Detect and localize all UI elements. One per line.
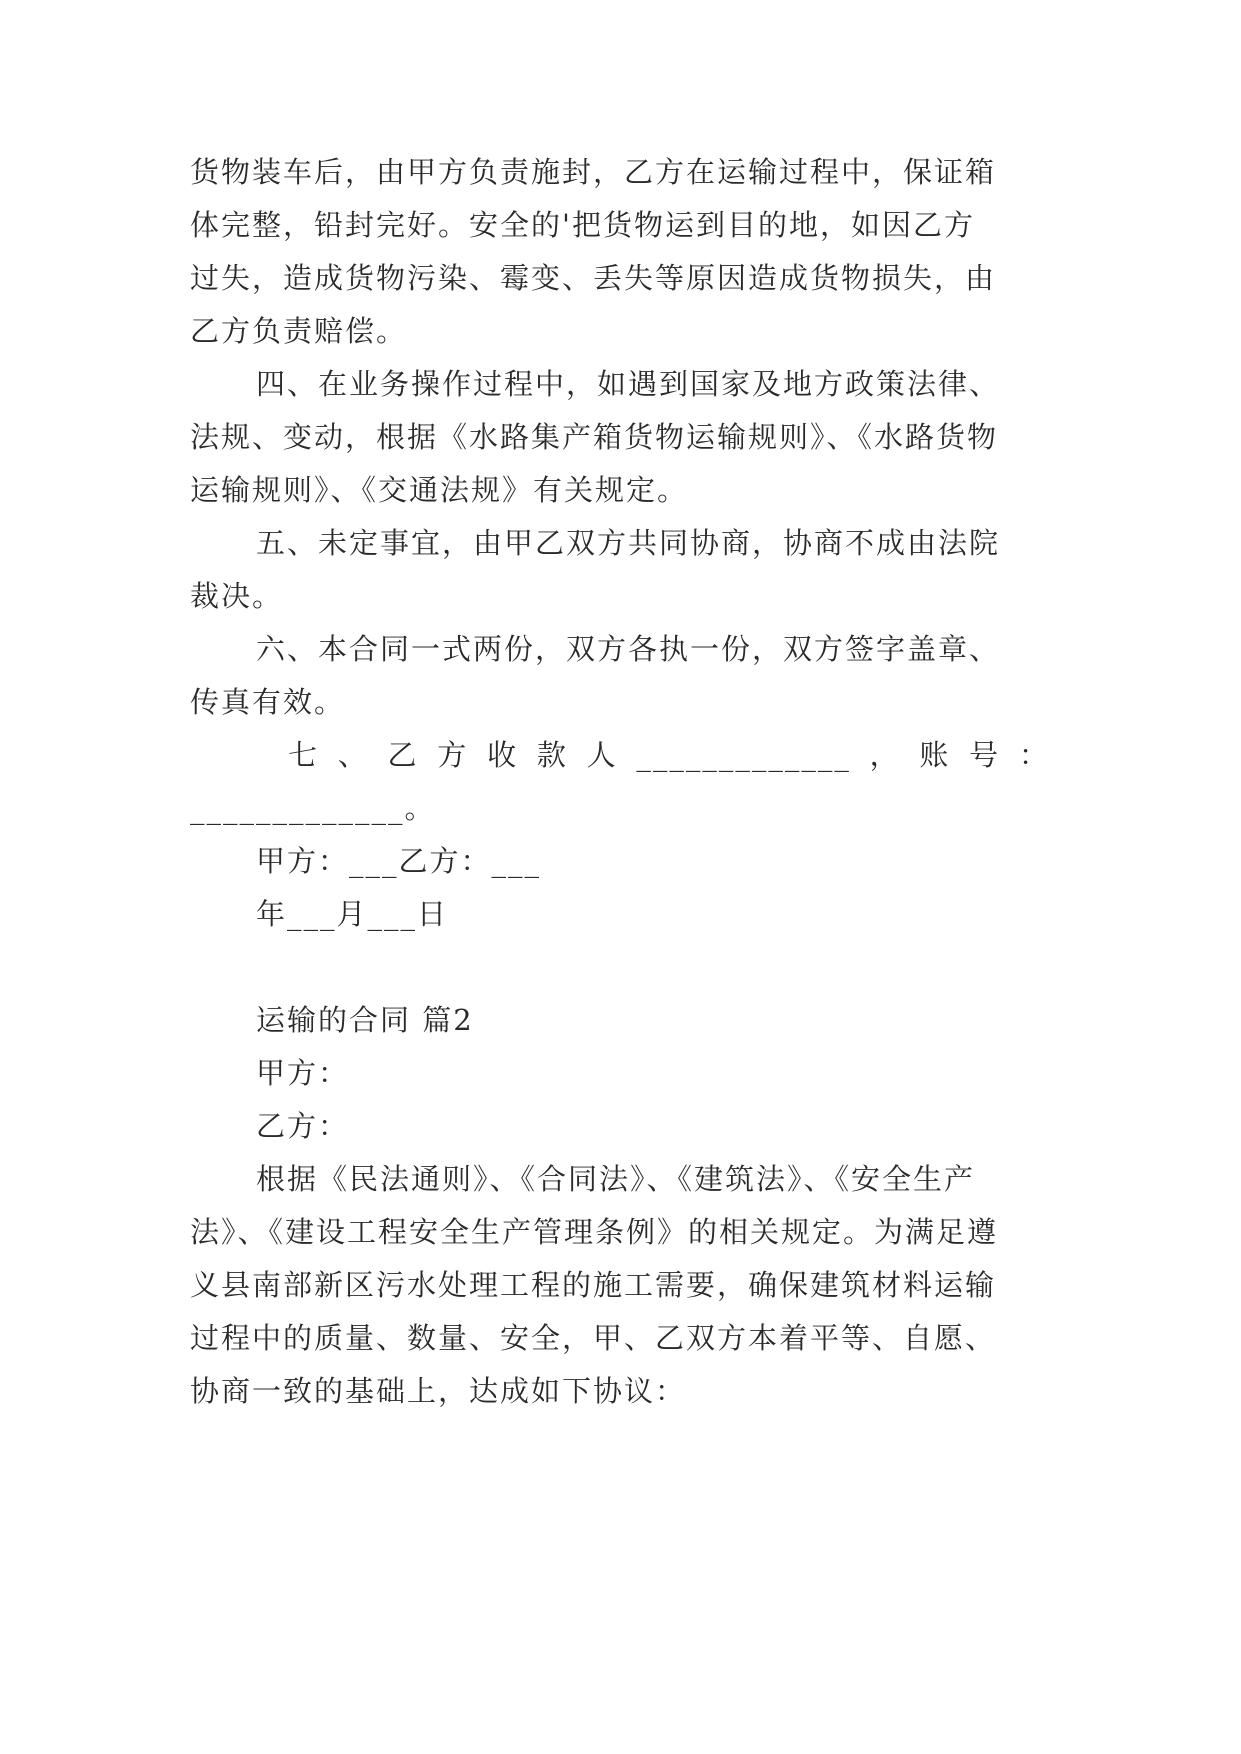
paragraph-line: 乙方负责赔偿。 bbox=[190, 314, 408, 348]
clause-6-line: 传真有效。 bbox=[190, 685, 346, 719]
clause-4-line: 法规、变动，根据《水路集产箱货物运输规则》、《水路货物 bbox=[190, 420, 999, 454]
agreement-line: 法》、《建设工程安全生产管理条例》的相关规定。为满足遵 bbox=[190, 1215, 999, 1249]
clause-7-part: ： bbox=[1018, 738, 1050, 772]
section-title: 运输的合同 篇2 bbox=[256, 1003, 474, 1037]
signature-date: 年___月___日 bbox=[256, 897, 449, 931]
clause-5-line: 裁决。 bbox=[190, 579, 284, 613]
clause-7-part: 账 bbox=[919, 738, 951, 772]
paragraph-line: 体完整，铅封完好。安全的'把货物运到目的地，如因乙方 bbox=[190, 208, 975, 242]
payee-blank: _____________ bbox=[636, 738, 851, 772]
clause-7-part: 收 bbox=[487, 738, 519, 772]
clause-7-part: 方 bbox=[437, 738, 469, 772]
account-blank-line: _____________。 bbox=[190, 791, 436, 825]
clause-7-part: 七 bbox=[288, 738, 320, 772]
clause-6-line: 六、本合同一式两份，双方各执一份，双方签字盖章、 bbox=[256, 632, 1001, 666]
party-a-label: 甲方： bbox=[256, 1056, 350, 1090]
agreement-line: 根据《民法通则》、《合同法》、《建筑法》、《安全生产 bbox=[256, 1162, 976, 1196]
agreement-line: 协商一致的基础上，达成如下协议： bbox=[190, 1374, 687, 1408]
clause-7-part: 、 bbox=[337, 738, 369, 772]
clause-7-line bbox=[288, 735, 1050, 775]
clause-7-part: 人 bbox=[586, 738, 618, 772]
clause-7-part: 号 bbox=[969, 738, 1001, 772]
clause-7-part: ， bbox=[869, 738, 901, 772]
paragraph-line: 货物装车后，由甲方负责施封，乙方在运输过程中，保证箱 bbox=[190, 155, 997, 189]
clause-7-part: 款 bbox=[536, 738, 568, 772]
party-b-label: 乙方： bbox=[256, 1109, 350, 1143]
clause-7-part: 乙 bbox=[387, 738, 419, 772]
agreement-line: 义县南部新区污水处理工程的施工需要，确保建筑材料运输 bbox=[190, 1268, 997, 1302]
clause-4-line: 四、在业务操作过程中，如遇到国家及地方政策法律、 bbox=[256, 367, 1001, 401]
signature-parties: 甲方：___乙方：___ bbox=[256, 844, 542, 878]
clause-5-line: 五、未定事宜，由甲乙双方共同协商，协商不成由法院 bbox=[256, 526, 1001, 560]
agreement-line: 过程中的质量、数量、安全，甲、乙双方本着平等、自愿、 bbox=[190, 1321, 997, 1355]
paragraph-line: 过失，造成货物污染、霉变、丢失等原因造成货物损失，由 bbox=[190, 261, 997, 295]
clause-4-line: 运输规则》、《交通法规》有关规定。 bbox=[190, 473, 689, 507]
